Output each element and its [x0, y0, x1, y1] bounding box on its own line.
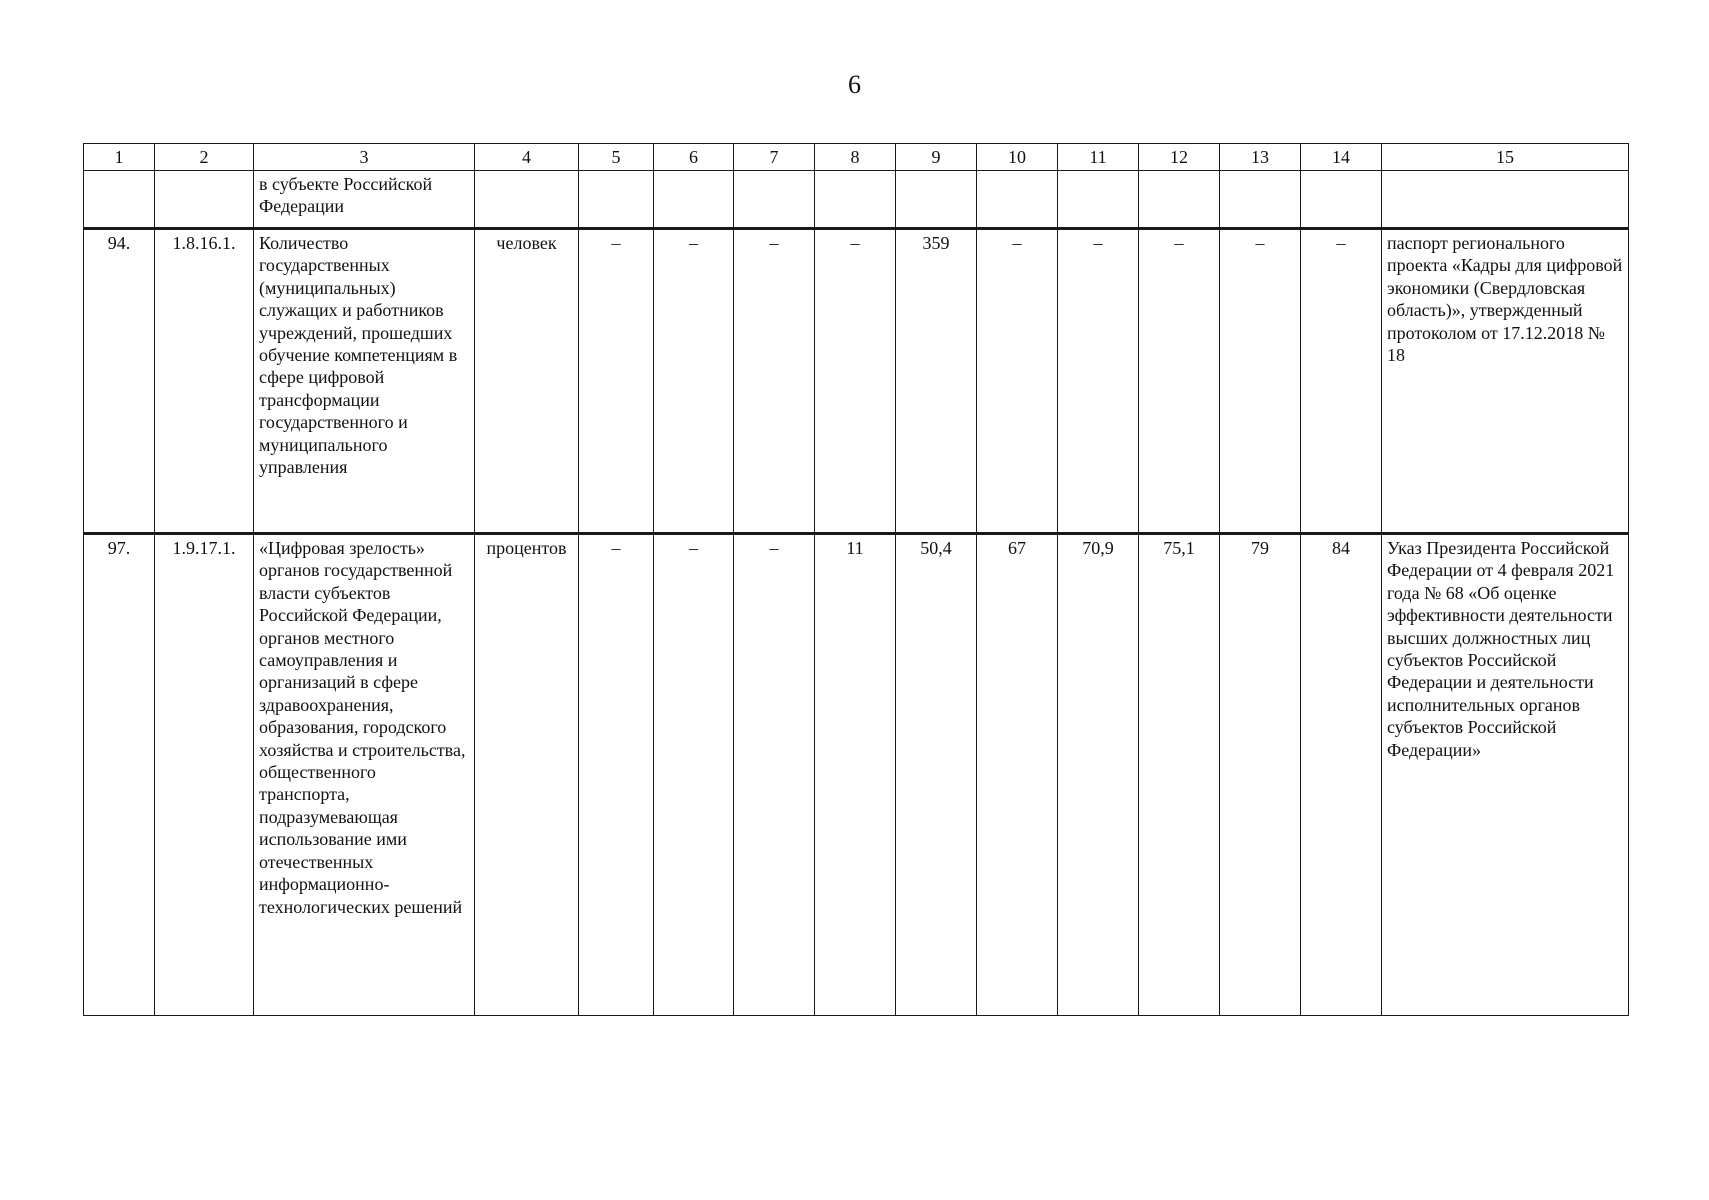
value-cell: – [977, 229, 1058, 534]
header-cell: 8 [815, 144, 896, 171]
value-cell: 70,9 [1058, 534, 1139, 1016]
value-cell: – [734, 534, 815, 1016]
row-code: 1.8.16.1. [155, 229, 254, 534]
header-cell: 14 [1301, 144, 1382, 171]
indicator-name: «Цифровая зрелость» органов государственной власти субъектов Российской Федерации, органов местного самоуправления и организаций в сфере здравоохранения, образования, городского хозяйства и строительства, общественного транспорта, подразумевающая использование ими отечественных информационно-технологических решений [254, 534, 475, 1016]
value-cell: – [1139, 229, 1220, 534]
table-cell [815, 171, 896, 229]
table-row [84, 534, 1629, 1016]
value-cell: – [734, 229, 815, 534]
header-cell: 10 [977, 144, 1058, 171]
header-cell: 1 [84, 144, 155, 171]
value-cell: – [1058, 229, 1139, 534]
source-document: паспорт регионального проекта «Кадры для цифровой экономики (Свердловская область)», утвержденный протоколом от 17.12.2018 № 18 [1382, 229, 1629, 534]
table-cell [84, 171, 155, 229]
table-cell [654, 171, 734, 229]
header-cell: 11 [1058, 144, 1139, 171]
table-cell [1301, 171, 1382, 229]
unit: процентов [475, 534, 579, 1016]
value-cell: 84 [1301, 534, 1382, 1016]
value-cell: 67 [977, 534, 1058, 1016]
continuation-row [84, 171, 1629, 229]
value-cell: 79 [1220, 534, 1301, 1016]
value-cell: 50,4 [896, 534, 977, 1016]
value-cell: – [654, 534, 734, 1016]
table-cell [977, 171, 1058, 229]
value-cell: 11 [815, 534, 896, 1016]
row-code: 1.9.17.1. [155, 534, 254, 1016]
header-cell: 15 [1382, 144, 1629, 171]
table-cell [475, 171, 579, 229]
row-number: 94. [84, 229, 155, 534]
value-cell: – [654, 229, 734, 534]
table-cell [579, 171, 654, 229]
header-cell: 2 [155, 144, 254, 171]
table-row [84, 229, 1629, 534]
header-cell: 7 [734, 144, 815, 171]
value-cell: – [1220, 229, 1301, 534]
header-cell: 6 [654, 144, 734, 171]
table-cell [1220, 171, 1301, 229]
header-cell: 9 [896, 144, 977, 171]
table-cell [1382, 171, 1629, 229]
indicator-name: Количество государственных (муниципальных) служащих и работников учреждений, прошедших обучение компетенциям в сфере цифровой трансформации государственного и муниципального управления [254, 229, 475, 534]
table-cell [1058, 171, 1139, 229]
header-cell: 12 [1139, 144, 1220, 171]
indicators-table [83, 143, 1629, 1016]
table-cell [1139, 171, 1220, 229]
header-cell: 4 [475, 144, 579, 171]
value-cell: – [815, 229, 896, 534]
unit: человек [475, 229, 579, 534]
source-document: Указ Президента Российской Федерации от 4 февраля 2021 года № 68 «Об оценке эффективности деятельности высших должностных лиц субъектов Российской Федерации и деятельности исполнительных органов субъектов Российской Федерации» [1382, 534, 1629, 1016]
header-cell: 5 [579, 144, 654, 171]
value-cell: – [579, 229, 654, 534]
table-cell [734, 171, 815, 229]
header-cell: 13 [1220, 144, 1301, 171]
table-cell [896, 171, 977, 229]
header-cell: 3 [254, 144, 475, 171]
value-cell: – [1301, 229, 1382, 534]
row-number: 97. [84, 534, 155, 1016]
value-cell: 359 [896, 229, 977, 534]
indicator-name-continuation: в субъекте Российской Федерации [254, 171, 475, 229]
table-cell [155, 171, 254, 229]
value-cell: 75,1 [1139, 534, 1220, 1016]
value-cell: – [579, 534, 654, 1016]
table-header-row [84, 144, 1629, 171]
page-number: 6 [848, 70, 861, 99]
